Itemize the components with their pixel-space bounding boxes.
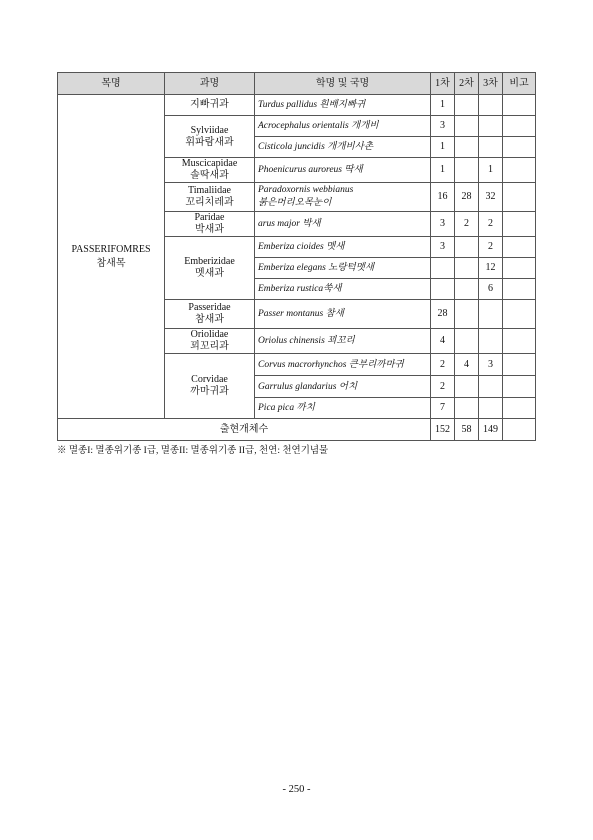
header-survey-2: 2차: [455, 73, 479, 95]
survey-3-cell: 6: [479, 279, 503, 300]
family-latin: Timaliidae: [188, 185, 231, 196]
total-survey-3: 149: [479, 419, 503, 441]
survey-1-cell: 1: [431, 137, 455, 158]
survey-1-cell: [431, 279, 455, 300]
species-cell: Turdus pallidus 흰배지빠귀: [255, 95, 431, 116]
family-latin: Oriolidae: [190, 329, 229, 340]
family-cell: [165, 300, 255, 329]
note-cell: [503, 137, 536, 158]
family-korean: 꼬리치레과: [185, 197, 234, 208]
survey-2-cell: [455, 116, 479, 137]
family-korean: 참새과: [195, 314, 224, 325]
family-cell: [165, 95, 255, 116]
note-cell: [503, 376, 536, 398]
note-cell: [503, 95, 536, 116]
species-cell: Corvus macrorhynchos 큰부리까마귀: [255, 354, 431, 376]
survey-2-cell: [455, 398, 479, 419]
species-latin: Paradoxornis webbianus: [258, 185, 354, 195]
table-header-row: [58, 73, 536, 95]
survey-2-cell: 4: [455, 354, 479, 376]
family-latin: Sylviidae: [190, 124, 229, 136]
species-cell: Pica pica 까치: [255, 398, 431, 419]
survey-3-cell: 12: [479, 258, 503, 279]
family-cell: [165, 237, 255, 300]
family-cell: [165, 329, 255, 354]
total-survey-2: 58: [455, 419, 479, 441]
note-cell: [503, 237, 536, 258]
family-korean: 꾀꼬리과: [190, 341, 229, 352]
species-cell: Oriolus chinensis 꾀꼬리: [255, 329, 431, 354]
survey-3-cell: [479, 376, 503, 398]
survey-1-cell: 3: [431, 212, 455, 237]
survey-2-cell: [455, 329, 479, 354]
species-cell: Emberiza elegans 노랑턱멧새: [255, 258, 431, 279]
header-survey-1: 1차: [431, 73, 455, 95]
survey-3-cell: [479, 137, 503, 158]
order-cell: [58, 95, 165, 419]
survey-1-cell: 2: [431, 354, 455, 376]
family-latin: Emberizidae: [184, 256, 235, 267]
family-korean: 솔딱새과: [190, 170, 229, 181]
survey-1-cell: 28: [431, 300, 455, 329]
total-survey-1: 152: [431, 419, 455, 441]
table-row: [58, 95, 536, 116]
survey-2-cell: 28: [455, 183, 479, 212]
survey-3-cell: [479, 329, 503, 354]
bird-survey-table: [57, 72, 536, 441]
survey-1-cell: 3: [431, 116, 455, 137]
family-cell: [165, 116, 255, 158]
note-cell: [503, 398, 536, 419]
family-korean: 멧새과: [195, 268, 224, 279]
note-cell: [503, 158, 536, 183]
survey-2-cell: [455, 376, 479, 398]
note-cell: [503, 329, 536, 354]
total-note: [503, 419, 536, 441]
species-cell: Garrulus glandarius 어치: [255, 376, 431, 398]
survey-1-cell: 7: [431, 398, 455, 419]
survey-3-cell: 2: [479, 237, 503, 258]
header-species: 학명 및 국명: [255, 73, 431, 95]
header-family: 과명: [165, 73, 255, 95]
total-row: [58, 419, 536, 441]
survey-1-cell: 1: [431, 95, 455, 116]
family-cell: [165, 212, 255, 237]
footnote: ※ 멸종I: 멸종위기종 I급, 멸종II: 멸종위기종 II급, 천연: 천연기념물: [57, 446, 329, 456]
family-latin: Paridae: [194, 212, 225, 223]
survey-1-cell: 3: [431, 237, 455, 258]
survey-2-cell: 2: [455, 212, 479, 237]
family-latin: Muscicapidae: [181, 158, 238, 169]
header-survey-3: 3차: [479, 73, 503, 95]
survey-2-cell: [455, 158, 479, 183]
family-korean: 까마귀과: [190, 386, 229, 397]
species-cell: Emberiza cioides 멧새: [255, 237, 431, 258]
total-label: 출현개체수: [58, 419, 431, 441]
species-cell: Acrocephalus orientalis 개개비: [255, 116, 431, 137]
header-note: 비고: [503, 73, 536, 95]
survey-3-cell: [479, 95, 503, 116]
family-korean: 박새과: [195, 224, 224, 235]
survey-2-cell: [455, 300, 479, 329]
species-korean: 붉은머리오목눈이: [258, 198, 332, 208]
survey-2-cell: [455, 258, 479, 279]
family-latin: Passeridae: [188, 302, 231, 313]
survey-2-cell: [455, 137, 479, 158]
survey-2-cell: [455, 237, 479, 258]
family-latin: Corvidae: [191, 374, 228, 385]
survey-3-cell: [479, 398, 503, 419]
family-korean: 지빠귀과: [190, 99, 229, 110]
species-cell: Cisticola juncidis 개개비사촌: [255, 137, 431, 158]
note-cell: [503, 300, 536, 329]
species-cell: Emberiza rustica쑥새: [255, 279, 431, 300]
survey-3-cell: 32: [479, 183, 503, 212]
survey-2-cell: [455, 279, 479, 300]
note-cell: [503, 212, 536, 237]
survey-1-cell: 2: [431, 376, 455, 398]
survey-1-cell: 1: [431, 158, 455, 183]
family-korean: 휘파람새과: [185, 136, 234, 148]
species-cell: Passer montanus 참새: [255, 300, 431, 329]
species-cell: [255, 183, 431, 212]
note-cell: [503, 116, 536, 137]
survey-1-cell: [431, 258, 455, 279]
order-latin: PASSERIFOMRES: [71, 243, 151, 255]
family-cell: [165, 183, 255, 212]
family-cell: [165, 354, 255, 419]
species-cell: arus major 박새: [255, 212, 431, 237]
survey-2-cell: [455, 95, 479, 116]
species-cell: Phoenicurus auroreus 딱새: [255, 158, 431, 183]
survey-3-cell: 1: [479, 158, 503, 183]
survey-3-cell: [479, 116, 503, 137]
survey-3-cell: 2: [479, 212, 503, 237]
note-cell: [503, 279, 536, 300]
survey-3-cell: [479, 300, 503, 329]
survey-1-cell: 4: [431, 329, 455, 354]
note-cell: [503, 258, 536, 279]
header-order: 목명: [58, 73, 165, 95]
order-korean: 참새목: [96, 257, 126, 269]
page-number: - 250 -: [282, 784, 311, 795]
note-cell: [503, 354, 536, 376]
note-cell: [503, 183, 536, 212]
survey-1-cell: 16: [431, 183, 455, 212]
family-cell: [165, 158, 255, 183]
survey-3-cell: 3: [479, 354, 503, 376]
